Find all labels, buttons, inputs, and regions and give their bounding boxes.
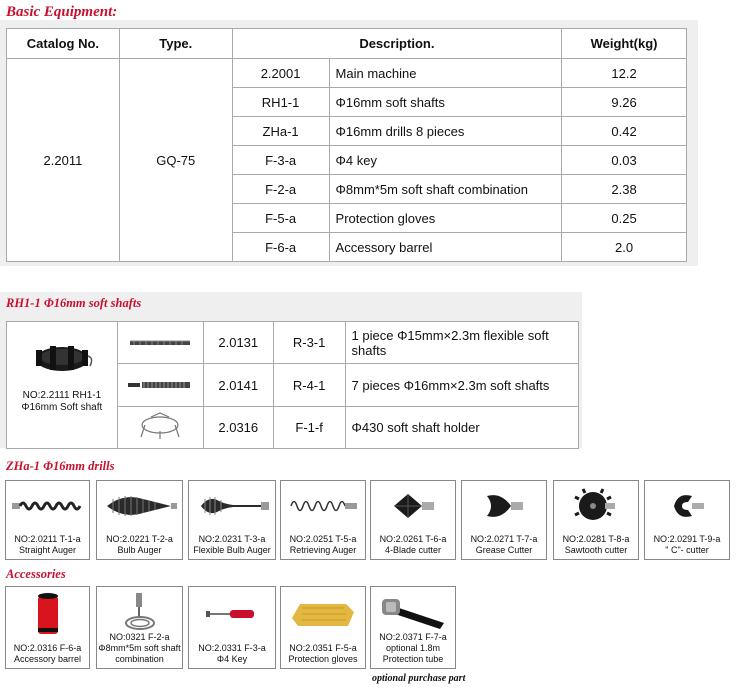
header-description: Description. <box>232 29 561 59</box>
drill-name: Sawtooth cutter <box>564 545 628 555</box>
main-caption-1: NO:2.2111 RH1-1 <box>22 390 102 401</box>
accessory-line: NO:0321 F-2-a <box>109 632 170 642</box>
accessory-line: Protection tube <box>382 654 444 664</box>
row-desc: Φ16mm drills 8 pieces <box>329 117 562 146</box>
drill-name: Grease Cutter <box>475 545 533 555</box>
accessory-line: Accessory barrel <box>13 654 82 664</box>
row-weight: 12.2 <box>562 59 687 88</box>
shaft-combination-icon <box>101 591 178 631</box>
straight-auger-icon <box>10 485 85 527</box>
drill-card <box>280 480 366 560</box>
soft-shafts-title: RH1-1 Φ16mm soft shafts <box>6 296 142 310</box>
shaft-desc: 1 piece Φ15mm×2.3m flexible soft shafts <box>345 322 578 364</box>
shaft-desc: 7 pieces Φ16mm×2.3m soft shafts <box>345 364 578 407</box>
shaft-pieces-icon <box>117 364 203 407</box>
four-blade-cutter-icon <box>375 485 451 527</box>
drill-name: Retrieving Auger <box>289 545 357 555</box>
accessory-line: NO:2.0331 F-3-a <box>198 643 266 653</box>
accessory-card <box>96 586 183 669</box>
key-icon <box>193 591 271 637</box>
shaft-desc: Φ430 soft shaft holder <box>345 407 578 449</box>
row-code: F-2-a <box>232 175 329 204</box>
type-cell: GQ-75 <box>119 59 232 262</box>
drill-card <box>461 480 547 560</box>
shaft-holder-icon <box>117 407 203 449</box>
drill-no: NO:2.0231 T-3-a <box>198 534 266 544</box>
row-code: RH1-1 <box>232 88 329 117</box>
accessory-line: Φ4 Key <box>216 654 248 664</box>
row-desc: Φ4 key <box>329 146 562 175</box>
drill-name: Straight Auger <box>18 545 77 555</box>
row-weight: 2.0 <box>562 233 687 262</box>
row-weight: 9.26 <box>562 88 687 117</box>
row-code: ZHa-1 <box>232 117 329 146</box>
flexible-bulb-auger-icon <box>193 485 271 527</box>
drill-name: Bulb Auger <box>117 545 162 555</box>
accessories-title: Accessories <box>6 567 66 581</box>
accessory-card <box>5 586 90 669</box>
row-code: 2.2001 <box>232 59 329 88</box>
row-code: F-6-a <box>232 233 329 262</box>
accessory-line: NO:2.0316 F-6-a <box>13 643 82 653</box>
shaft-code: R-4-1 <box>273 364 345 407</box>
drill-no: NO:2.0271 T-7-a <box>470 534 538 544</box>
drill-no: NO:2.0281 T-8-a <box>562 534 630 544</box>
basic-equipment-title: Basic Equipment: <box>6 4 118 20</box>
accessory-card <box>370 586 456 669</box>
drill-no: NO:2.0221 T-2-a <box>106 534 173 544</box>
header-catalog: Catalog No. <box>7 29 120 59</box>
flexible-shaft-icon <box>117 322 203 364</box>
row-weight: 0.03 <box>562 146 687 175</box>
accessory-line: NO:2.0371 F-7-a <box>379 632 447 642</box>
gloves-icon <box>285 591 361 637</box>
accessory-line: NO:2.0351 F-5-a <box>289 643 357 653</box>
header-type: Type. <box>119 29 232 59</box>
row-desc: Main machine <box>329 59 562 88</box>
row-weight: 0.25 <box>562 204 687 233</box>
drill-card <box>370 480 456 560</box>
drill-card <box>644 480 730 560</box>
soft-shafts-table <box>6 321 579 449</box>
shaft-code: F-1-f <box>273 407 345 449</box>
row-desc: Protection gloves <box>329 204 562 233</box>
drill-name: 4-Blade cutter <box>384 545 442 555</box>
drill-no: NO:2.0251 T-5-a <box>289 534 357 544</box>
shaft-no: 2.0316 <box>203 407 273 449</box>
grease-cutter-icon <box>466 485 542 527</box>
drill-name: Flexible Bulb Auger <box>193 545 271 555</box>
main-caption-2: Φ16mm Soft shaft <box>21 402 103 413</box>
retrieving-auger-icon <box>285 485 361 527</box>
coiled-shaft-icon <box>9 328 115 390</box>
soft-shaft-main-cell <box>7 322 118 449</box>
row-desc: Accessory barrel <box>329 233 562 262</box>
drill-card <box>188 480 276 560</box>
optional-note: optional purchase part <box>372 673 466 684</box>
accessory-line: Protection gloves <box>288 654 358 664</box>
row-code: F-5-a <box>232 204 329 233</box>
accessory-line: optional 1.8m <box>385 643 441 653</box>
header-weight: Weight(kg) <box>562 29 687 59</box>
drills-title: ZHa-1 Φ16mm drills <box>6 459 115 473</box>
drill-card <box>5 480 90 560</box>
drill-no: NO:2.0291 T-9-a <box>653 534 721 544</box>
row-weight: 0.42 <box>562 117 687 146</box>
row-desc: Φ8mm*5m soft shaft combination <box>329 175 562 204</box>
row-weight: 2.38 <box>562 175 687 204</box>
drill-no: NO:2.0261 T-6-a <box>379 534 447 544</box>
basic-equipment-table <box>6 28 687 262</box>
shaft-no: 2.0131 <box>203 322 273 364</box>
accessory-card <box>280 586 366 669</box>
drill-card <box>553 480 639 560</box>
accessory-line: combination <box>115 654 164 664</box>
shaft-code: R-3-1 <box>273 322 345 364</box>
bulb-auger-icon <box>101 485 178 527</box>
sawtooth-cutter-icon <box>558 485 634 527</box>
protection-tube-icon <box>375 591 451 631</box>
drill-card <box>96 480 183 560</box>
c-cutter-icon <box>649 485 725 527</box>
accessory-barrel-icon <box>10 591 85 637</box>
accessory-card <box>188 586 276 669</box>
row-desc: Φ16mm soft shafts <box>329 88 562 117</box>
drill-no: NO:2.0211 T-1-a <box>14 534 81 544</box>
shaft-no: 2.0141 <box>203 364 273 407</box>
catalog-no-cell: 2.2011 <box>7 59 120 262</box>
row-code: F-3-a <box>232 146 329 175</box>
drill-name: " C"- cutter <box>665 545 709 555</box>
accessory-line: Φ8mm*5m soft shaft <box>98 643 181 653</box>
